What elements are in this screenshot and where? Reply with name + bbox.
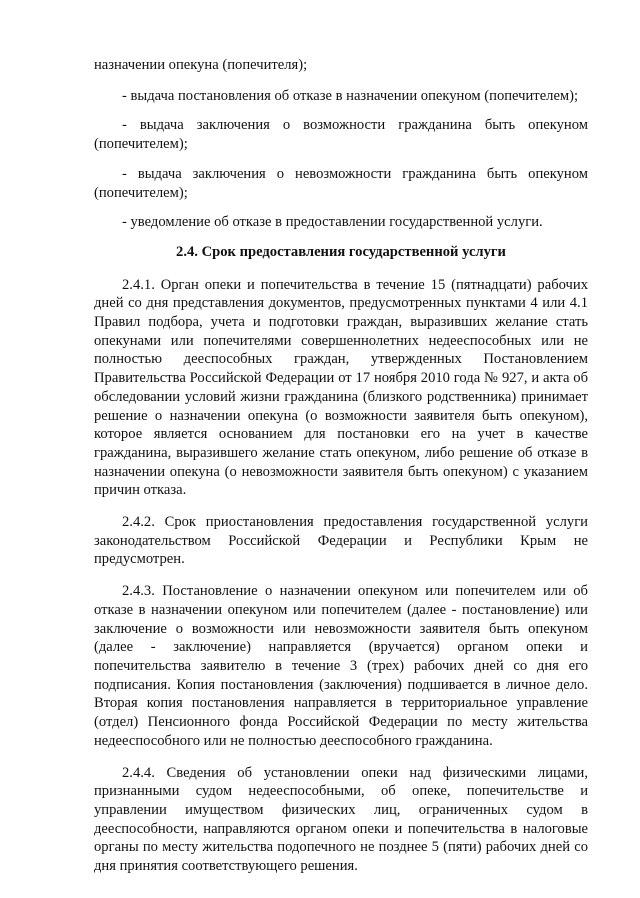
paragraph-2-4-1: 2.4.1. Орган опеки и попечительства в течение 15 (пятнадцати) рабочих дней со дня представления документов, предусмотренных пунктами 4 или 4.1 Правил подбора, учета и подготовки граждан, выразивших желание стать опекунами или попечителями совершеннолетних недееспособных или не полностью дееспособных граждан, утвержденных Постановлением Правительства Российской Федерации от 17 ноября 2010 года № 927, и акта об обследовании условий жизни гражданина (близкого родственника) принимает решение о назначении опекуна (о возможности заявителя быть опекуном), которое является основанием для постановки его на учет в качестве гражданина, выразившего желание стать опекуном, либо решение об отказе в назначении опекуна (о невозможности заявителя быть опекуном) с указанием причин отказа. xyxy=(94,276,588,499)
paragraph-2-4-3: 2.4.3. Постановление о назначении опекуном или попечителем или об отказе в назначении опекуном или попечителем (далее - постановление) или заключение о возможности или невозможности заявителя быть опекуном (далее - заключение) направляется (вручается) органом опеки и попечительства заявителю в течение 3 (трех) рабочих дней со дня его подписания. Копия постановления (заключения) подшивается в личное дело. Вторая копия постановления направляется в территориальное управление (отдел) Пенсионного фонда Российской Федерации по месту жительства недееспособного или не полностью дееспособного гражданина. xyxy=(94,583,588,749)
list-item-impossibility-conclusion: - выдача заключения о невозможности гражданина быть опекуном (попечителем); xyxy=(94,165,588,201)
paragraph-2-4-4: 2.4.4. Сведения об установлении опеки над физическими лицами, признанными судом недееспособными, об опеке, попечительстве и управлении имуществом физических лиц, ограниченных судом в дееспособности, направляются органом опеки и попечительства в налоговые органы по месту жительства подопечного не позднее 5 (пяти) рабочих дней со дня принятия соответствующего решения. xyxy=(94,764,588,875)
paragraph-continuation: назначении опекуна (попечителя); xyxy=(94,57,308,73)
document-page xyxy=(94,56,588,889)
list-item-possibility-conclusion: - выдача заключения о возможности гражданина быть опекуном (попечителем); xyxy=(94,117,588,153)
section-heading: 2.4. Срок предоставления государственной услуги xyxy=(176,243,506,260)
list-item-refusal-resolution: - выдача постановления об отказе в назначении опекуном (попечителем); xyxy=(122,87,579,104)
list-item-refusal-notice: - уведомление об отказе в предоставлении государственной услуги. xyxy=(122,214,543,231)
paragraph-2-4-2: 2.4.2. Срок приостановления предоставления государственной услуги законодательством Российской Федерации и Республики Крым не предусмотрен. xyxy=(94,514,588,568)
